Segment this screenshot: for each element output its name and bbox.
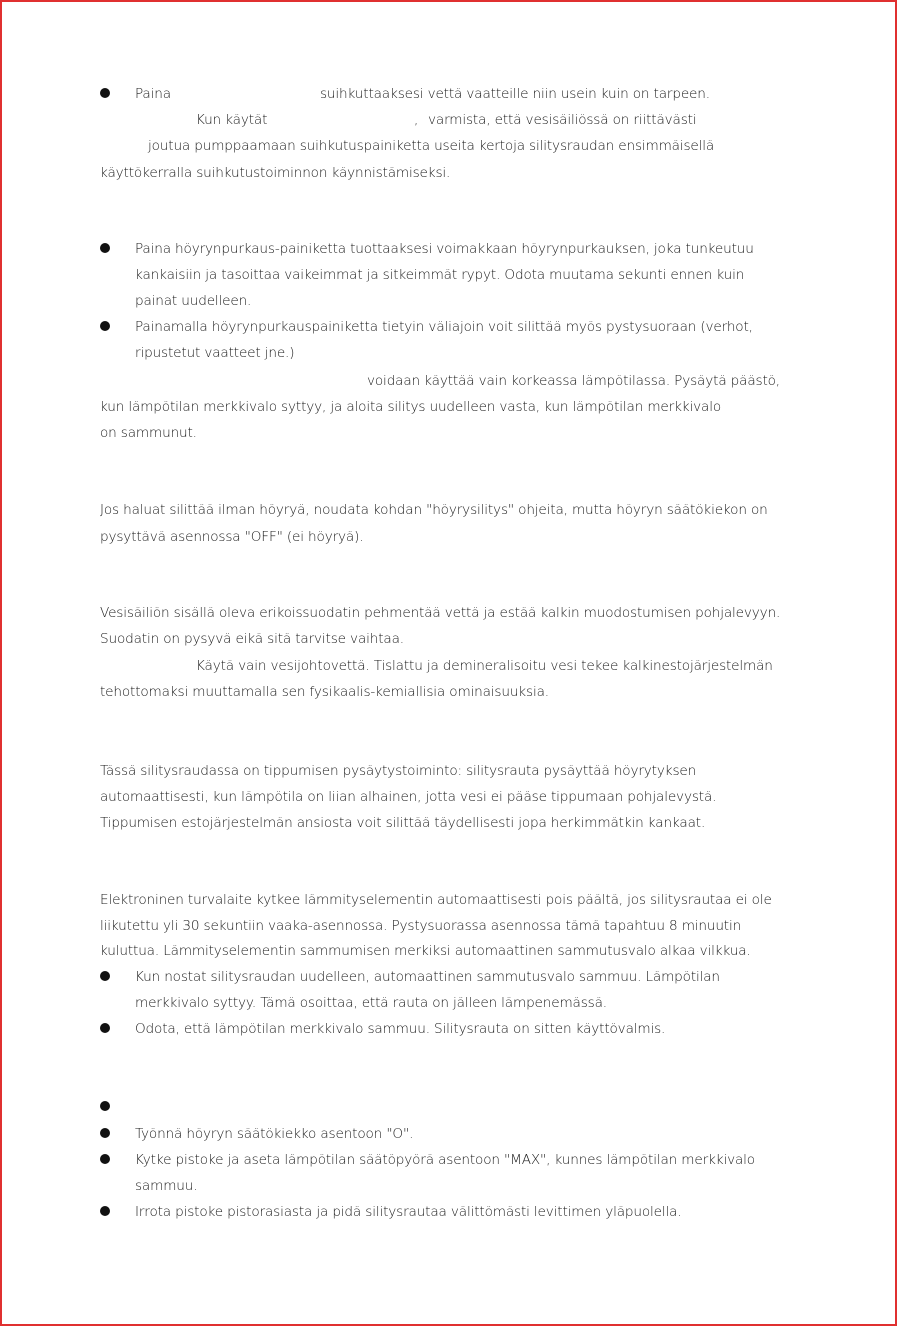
paragraph-line: Painamalla höyrynpurkauspainiketta tietyin väliajoin voit silittää myös pystysuoraan (verhot, (135, 319, 753, 335)
paragraph-line: pysyttävä asennossa "OFF" (ei höyryä). (100, 529, 364, 545)
paragraph-line: Vesisäiliön sisällä oleva erikoissuodatin pehmentää vettä ja estää kalkin muodostumisen pohjalevyyn. (100, 605, 781, 621)
paragraph-line: painat uudelleen. (135, 293, 252, 309)
paragraph-line: on sammunut. (100, 425, 197, 441)
paragraph-line: tehottomaksi muuttamalla sen fysikaalis-kemiallisia ominaisuuksia. (100, 684, 549, 700)
paragraph-line: voidaan käyttää vain korkeassa lämpötilassa. Pysäytä päästö, (367, 373, 780, 389)
bullet-dot (100, 1023, 110, 1033)
bullet-dot (100, 1154, 110, 1164)
paragraph-line: sammuu. (135, 1178, 198, 1194)
bullet-dot (100, 971, 110, 981)
paragraph-line: varmista, että vesisäiliössä on riittävästi (428, 112, 697, 128)
paragraph-line: kuluttua. Lämmityselementin sammumisen merkiksi automaattinen sammutusvalo alkaa vilkkua. (100, 943, 751, 959)
paragraph-line: , (414, 112, 419, 128)
paragraph-line: Kytke pistoke ja aseta lämpötilan säätöpyörä asentoon "MAX", kunnes lämpötilan merkkivalo (135, 1152, 755, 1168)
paragraph-line: kun lämpötilan merkkivalo syttyy, ja aloita silitys uudelleen vasta, kun lämpötilan merkkivalo (100, 399, 722, 415)
bullet-dot (100, 1128, 110, 1138)
paragraph-line: Elektroninen turvalaite kytkee lämmityselementin automaattisesti pois päältä, jos silitysrautaa ei ole (100, 892, 772, 908)
paragraph-line: käyttökerralla suihkutustoiminnon käynnistämiseksi. (100, 165, 451, 181)
paragraph-line: joutua pumppaamaan suihkutuspainiketta useita kertoja silitysraudan ensimmäisellä (148, 138, 715, 154)
paragraph-line: automaattisesti, kun lämpötila on liian alhainen, jotta vesi ei pääse tippumaan pohjalevystä. (100, 789, 717, 805)
paragraph-line: Suodatin on pysyvä eikä sitä tarvitse vaihtaa. (100, 631, 404, 647)
paragraph-line: Kun nostat silitysraudan uudelleen, automaattinen sammutusvalo sammuu. Lämpötilan (135, 969, 720, 985)
paragraph-line: Kun käytät (196, 112, 268, 128)
paragraph-line: Työnnä höyryn säätökiekko asentoon "O". (135, 1126, 414, 1142)
paragraph-line: Odota, että lämpötilan merkkivalo sammuu. Silitysrauta on sitten käyttövalmis. (135, 1021, 666, 1037)
bullet-dot (100, 1206, 110, 1216)
bullet-dot (100, 321, 110, 331)
paragraph-line: suihkuttaaksesi vettä vaatteille niin usein kuin on tarpeen. (320, 86, 710, 102)
paragraph-line: Käytä vain vesijohtovettä. Tislattu ja demineralisoitu vesi tekee kalkinestojärjestelmän (196, 658, 773, 674)
bullet-dot (100, 243, 110, 253)
paragraph-line: merkkivalo syttyy. Tämä osoittaa, että rauta on jälleen lämpenemässä. (135, 995, 607, 1011)
paragraph-line: Paina (135, 86, 171, 102)
bullet-dot (100, 88, 110, 98)
paragraph-line: liikutettu yli 30 sekuntiin vaaka-asennossa. Pystysuorassa asennossa tämä tapahtuu 8 minuutin (100, 918, 742, 934)
paragraph-line: Paina höyrynpurkaus-painiketta tuottaaksesi voimakkaan höyrynpurkauksen, joka tunkeutuu (135, 241, 754, 257)
paragraph-line: Tippumisen estojärjestelmän ansiosta voit silittää täydellisesti jopa herkimmätkin kankaat. (100, 815, 706, 831)
paragraph-line: Irrota pistoke pistorasiasta ja pidä silitysrautaa välittömästi levittimen yläpuolella. (135, 1204, 682, 1220)
paragraph-line: Jos haluat silittää ilman höyryä, noudata kohdan "höyrysilitys" ohjeita, mutta höyryn säätökiekon on (100, 502, 768, 518)
paragraph-line: Tässä silitysraudassa on tippumisen pysäytystoiminto: silitysrauta pysäyttää höyrytyksen (100, 763, 697, 779)
paragraph-line: ripustetut vaatteet jne.) (135, 345, 295, 361)
paragraph-line: kankaisiin ja tasoittaa vaikeimmat ja sitkeimmät rypyt. Odota muutama sekunti ennen kuin (135, 267, 745, 283)
bullet-dot (100, 1101, 110, 1111)
